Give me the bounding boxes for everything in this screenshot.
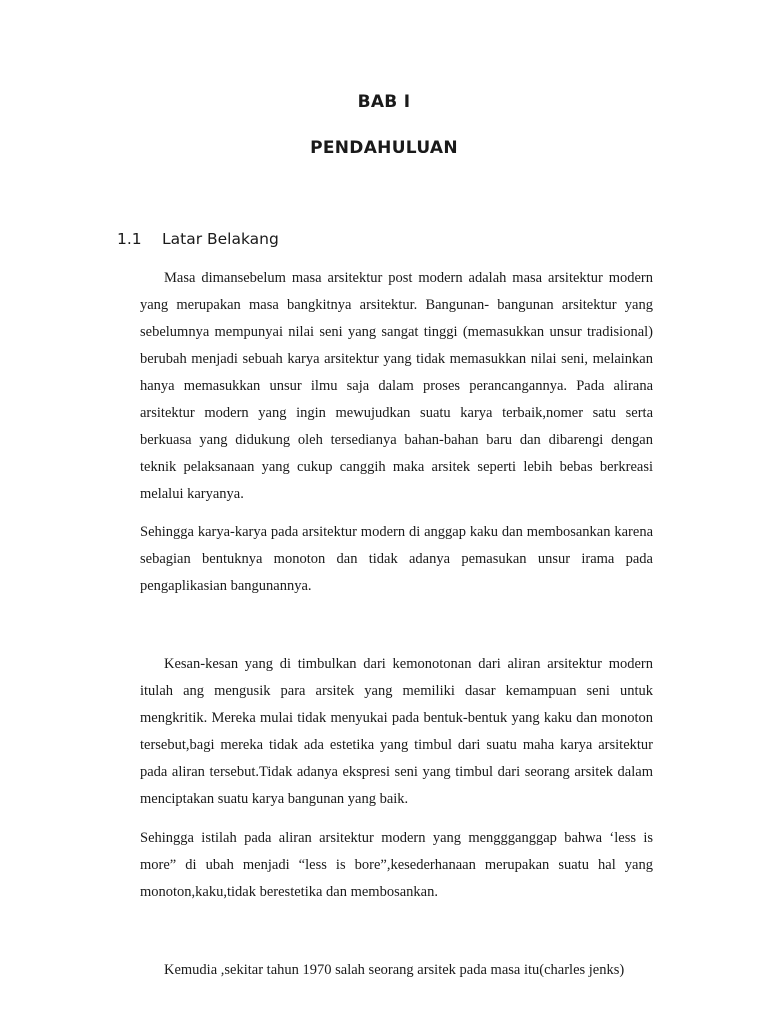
section-title: Latar Belakang [162, 230, 279, 248]
section-number: 1.1 [117, 230, 142, 248]
paragraph: Kesan-kesan yang di timbulkan dari kemonotonan dari aliran arsitektur modern itulah ang mengusik para arsitek yang memiliki dasar kemampuan seni untuk mengkritik. Mereka mulai tidak menyukai pada bentuk-bentuk yang kaku dan monoton tersebut,bagi mereka tidak ada estetika yang timbul dari suatu maha karya arsitektur pada aliran tersebut.Tidak adanya ekspresi seni yang timbul dari seorang arsitek dalam menciptakan suatu karya bangunan yang baik. [140, 656, 653, 807]
paragraph: Sehingga istilah pada aliran arsitektur modern yang menggganggap bahwa ‘less is more” di ubah menjadi “less is bore”,kesederhanaan merupakan suatu hal yang monoton,kaku,tidak berestetika dan membosankan. [140, 830, 653, 900]
chapter-title: PENDAHULUAN [310, 138, 458, 158]
section-heading [117, 230, 279, 248]
paragraph: Masa dimansebelum masa arsitektur post modern adalah masa arsitektur modern yang merupakan masa bangkitnya arsitektur. Bangunan- bangunan arsitektur yang sebelumnya mempunyai nilai seni yang sangat tinggi (memasukkan unsur tradisional) berubah menjadi sebuah karya arsitektur yang tidak memasukkan nilai seni, melainkan hanya memasukkan unsur ilmu saja dalam proses perancangannya. Pada alirana arsitektur modern yang ingin mewujudkan suatu karya terbaik,nomer satu serta berkuasa yang didukung oleh tersedianya bahan-bahan baru dan dibarengi dengan teknik pelaksanaan yang cukup canggih maka arsitek seperti lebih bebas berkreasi melalui karyanya. [140, 270, 653, 502]
paragraph: Kemudia ,sekitar tahun 1970 salah seorang arsitek pada masa itu(charles jenks) [164, 962, 625, 978]
paragraph: Sehingga karya-karya pada arsitektur modern di anggap kaku dan membosankan karena sebagian bentuknya monoton dan tidak adanya pemasukan unsur irama pada pengaplikasian bangunannya. [140, 524, 653, 594]
chapter-number: BAB I [357, 92, 411, 112]
